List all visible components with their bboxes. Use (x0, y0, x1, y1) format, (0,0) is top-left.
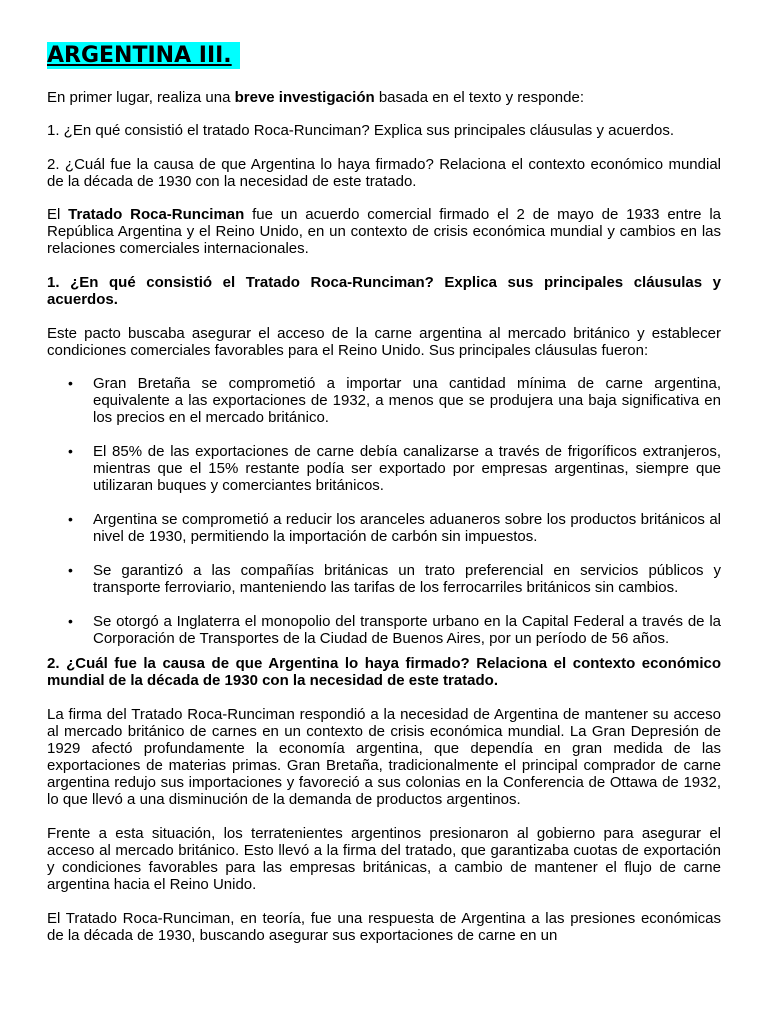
bullet-icon: • (68, 511, 73, 527)
clauses-list (47, 375, 721, 647)
clause-text: Argentina se comprometió a reducir los aranceles aduaneros sobre los productos británicos al nivel de 1930, permitiendo la importación de carbón sin impuestos. (93, 511, 721, 545)
clause-text: Gran Bretaña se comprometió a importar una cantidad mínima de carne argentina, equivalente a las exportaciones de 1932, a menos que se produjera una baja significativa en los precios en el mercado británico. (93, 375, 721, 426)
list-item (47, 511, 721, 545)
list-item (47, 613, 721, 647)
section-heading-1: 1. ¿En qué consistió el Tratado Roca-Runciman? Explica sus principales cláusulas y acuerdos. (47, 274, 721, 308)
frente-paragraph: Frente a esta situación, los terratenientes argentinos presionaron al gobierno para asegurar el acceso al mercado británico. Esto llevó a la firma del tratado, que garantizaba cuotas de exportación y condiciones favorables para las empresas británicas, a cambio de mantener el flujo de carne argentina hacia el Reino Unido. (47, 825, 721, 893)
clause-text: El 85% de las exportaciones de carne debía canalizarse a través de frigoríficos extranjeros, mientras que el 15% restante podía ser exportado por empresas argentinas, siempre que utilizaran buques y comerciantes británicos. (93, 443, 721, 494)
firma-paragraph: La firma del Tratado Roca-Runciman respondió a la necesidad de Argentina de mantener su acceso al mercado británico de carnes en un contexto de crisis económica mundial. La Gran Depresión de 1929 afectó profundamente la economía argentina, que dependía en gran medida de las exportaciones de materias primas. Gran Bretaña, tradicionalmente el principal comprador de carne argentina redujo sus importaciones y favoreció a sus colonias en la Conferencia de Ottawa de 1932, lo que llevó a una disminución de la demanda de productos argentinos. (47, 706, 721, 808)
clause-text: Se garantizó a las compañías británicas un trato preferencial en servicios públicos y transporte ferroviario, manteniendo las tarifas de los ferrocarriles británicos sin cambios. (93, 562, 721, 596)
bullet-icon: • (68, 562, 73, 578)
bullet-icon: • (68, 375, 73, 391)
teoria-paragraph: El Tratado Roca-Runciman, en teoría, fue una respuesta de Argentina a las presiones económicas de la década de 1930, buscando asegurar sus exportaciones de carne en un (47, 910, 721, 944)
section-heading-2: 2. ¿Cuál fue la causa de que Argentina lo haya firmado? Relaciona el contexto económico mundial de la década de 1930 con la necesidad de este tratado. (47, 655, 721, 689)
list-item (47, 443, 721, 494)
intro-text-after: basada en el texto y responde: (374, 89, 584, 106)
intro-text-before: En primer lugar, realiza una (47, 89, 235, 106)
list-item (47, 562, 721, 596)
tratado-text-before: El (47, 206, 69, 223)
document-title: ARGENTINA III. (47, 42, 240, 69)
tratado-text-after: fue un acuerdo comercial firmado el 2 de mayo de 1933 entre la República Argentina y el Reino Unido, en un contexto de crisis económica mundial y cambios en las relaciones comerciales internacionales. (47, 206, 721, 257)
question-2: 2. ¿Cuál fue la causa de que Argentina lo haya firmado? Relaciona el contexto económico mundial de la década de 1930 con la necesidad de este tratado. (47, 156, 721, 190)
intro-bold-text: breve investigación (234, 89, 375, 106)
bullet-icon: • (68, 613, 73, 629)
tratado-paragraph (47, 206, 721, 257)
question-1: 1. ¿En qué consistió el tratado Roca-Runciman? Explica sus principales cláusulas y acuerdos. (47, 122, 674, 139)
bullet-icon: • (68, 443, 73, 459)
intro-paragraph (47, 89, 721, 106)
tratado-bold-text: Tratado Roca-Runciman (68, 206, 245, 223)
pacto-paragraph: Este pacto buscaba asegurar el acceso de la carne argentina al mercado británico y establecer condiciones comerciales favorables para el Reino Unido. Sus principales cláusulas fueron: (47, 325, 721, 359)
clause-text: Se otorgó a Inglaterra el monopolio del transporte urbano en la Capital Federal a través de la Corporación de Transportes de la Ciudad de Buenos Aires, por un período de 56 años. (93, 613, 721, 647)
list-item (47, 375, 721, 426)
